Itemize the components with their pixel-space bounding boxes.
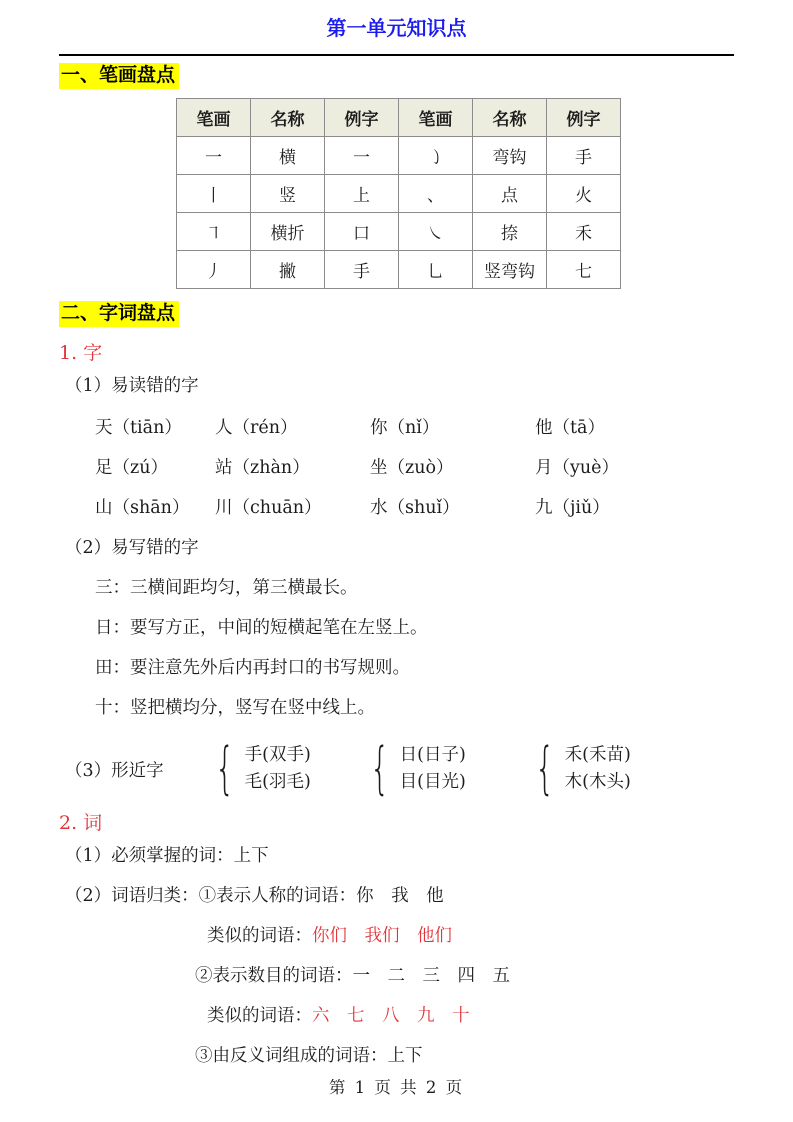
col-header-example-2: 例字	[547, 99, 621, 137]
brace-glyph: {	[215, 736, 235, 801]
word-categories-prefix: （2）词语归类：	[65, 886, 199, 906]
page-title: 第一单元知识点	[326, 16, 467, 40]
col-header-stroke-2: 笔画	[399, 99, 473, 137]
similar-words-red: 六 七 八 九 十	[312, 1006, 470, 1026]
table-cell: ㇏	[399, 213, 473, 251]
table-header-row	[177, 99, 621, 137]
table-cell: 竖弯钩	[473, 251, 547, 289]
similar-words-line-1	[59, 916, 734, 956]
similar-words-line-2	[59, 996, 734, 1036]
pinyin-item: 人（rén）	[215, 418, 298, 438]
table-row	[177, 137, 621, 175]
section1-heading-row	[59, 63, 734, 89]
pinyin-item: 站（zhàn）	[215, 458, 310, 478]
pinyin-item: 月（yuè）	[535, 458, 620, 478]
table-cell: 丨	[177, 175, 251, 213]
similar-pair-top: 手(双手)	[244, 745, 311, 765]
table-cell: 七	[547, 251, 621, 289]
pinyin-item: 水（shuǐ）	[370, 498, 460, 518]
table-cell: 竖	[251, 175, 325, 213]
similar-pair	[565, 742, 631, 796]
section2-heading: 二、字词盘点	[59, 301, 179, 327]
pinyin-item: 天（tiān）	[95, 418, 182, 438]
section1-heading: 一、笔画盘点	[59, 63, 179, 89]
antonym-words-line: ③由反义词组成的词语：上下	[195, 1046, 423, 1066]
writing-tip: 三：三横间距均匀，第三横最长。	[95, 578, 358, 598]
table-cell: 禾	[547, 213, 621, 251]
table-cell: 口	[325, 213, 399, 251]
table-cell: 、	[399, 175, 473, 213]
similar-group	[370, 736, 535, 801]
pinyin-item: 你（nǐ）	[370, 418, 440, 438]
easy-misread-label: （1）易读错的字	[65, 376, 199, 396]
similar-words-red: 你们 我们 他们	[312, 926, 452, 946]
subsection-zi-heading: 1. 字	[59, 342, 103, 364]
writing-tip: 田：要注意先外后内再封口的书写规则。	[95, 658, 410, 678]
similar-group	[535, 736, 631, 801]
similar-group	[215, 736, 370, 801]
similar-pair-bottom: 目(目光)	[399, 772, 466, 792]
table-row	[177, 213, 621, 251]
similar-words-label: 类似的词语：	[207, 926, 312, 946]
table-cell: 火	[547, 175, 621, 213]
similar-pair	[245, 742, 311, 796]
col-header-example-1: 例字	[325, 99, 399, 137]
pinyin-item: 坐（zuò）	[370, 458, 454, 478]
similar-characters-label: （3）形近字	[65, 760, 164, 781]
col-header-stroke-1: 笔画	[177, 99, 251, 137]
person-words: ①表示人称的词语：你 我 他	[198, 886, 444, 906]
title-divider	[59, 54, 734, 56]
pinyin-item: 山（shān）	[95, 498, 190, 518]
table-cell: 一	[177, 137, 251, 175]
table-cell: 手	[547, 137, 621, 175]
table-cell: 横	[251, 137, 325, 175]
table-cell: 横折	[251, 213, 325, 251]
number-words-line: ②表示数目的词语：一 二 三 四 五	[195, 966, 510, 986]
word-categories-line	[59, 876, 734, 916]
page-footer: 第 1 页 共 2 页	[328, 1078, 465, 1097]
pinyin-item: 川（chuān）	[215, 498, 322, 518]
col-header-name-1: 名称	[251, 99, 325, 137]
table-cell: ㇁	[399, 137, 473, 175]
table-cell: 乚	[399, 251, 473, 289]
similar-pair-top: 禾(禾苗)	[564, 745, 631, 765]
stroke-table-head	[177, 99, 621, 137]
pinyin-item: 足（zú）	[95, 458, 168, 478]
table-cell: 捺	[473, 213, 547, 251]
writing-tip: 十：竖把横均分，竖写在竖中线上。	[95, 698, 375, 718]
writing-tip: 日：要写方正，中间的短横起笔在左竖上。	[95, 618, 428, 638]
stroke-table-body	[177, 137, 621, 289]
similar-characters-row	[59, 736, 734, 801]
table-row	[177, 175, 621, 213]
similar-words-label: 类似的词语：	[207, 1006, 312, 1026]
table-cell: 手	[325, 251, 399, 289]
table-cell: 点	[473, 175, 547, 213]
section2-heading-row	[59, 301, 734, 327]
pinyin-item: 九（jiǔ）	[535, 498, 610, 518]
pinyin-grid	[59, 408, 734, 528]
table-row	[177, 251, 621, 289]
brace-glyph: {	[370, 736, 390, 801]
col-header-name-2: 名称	[473, 99, 547, 137]
table-cell: 弯钩	[473, 137, 547, 175]
table-cell: 上	[325, 175, 399, 213]
similar-pair-bottom: 木(木头)	[564, 772, 631, 792]
table-cell: 丿	[177, 251, 251, 289]
table-cell: ㇕	[177, 213, 251, 251]
easy-miswrite-label: （2）易写错的字	[65, 538, 199, 558]
similar-pair-top: 日(日子)	[399, 745, 466, 765]
table-cell: 撇	[251, 251, 325, 289]
table-cell: 一	[325, 137, 399, 175]
subsection-ci-heading: 2. 词	[59, 812, 103, 834]
similar-pair-bottom: 毛(羽毛)	[244, 772, 311, 792]
must-know-words: （1）必须掌握的词：上下	[65, 846, 269, 866]
similar-pair	[400, 742, 466, 796]
brace-glyph: {	[535, 736, 555, 801]
stroke-table	[176, 98, 621, 289]
pinyin-item: 他（tā）	[535, 418, 605, 438]
